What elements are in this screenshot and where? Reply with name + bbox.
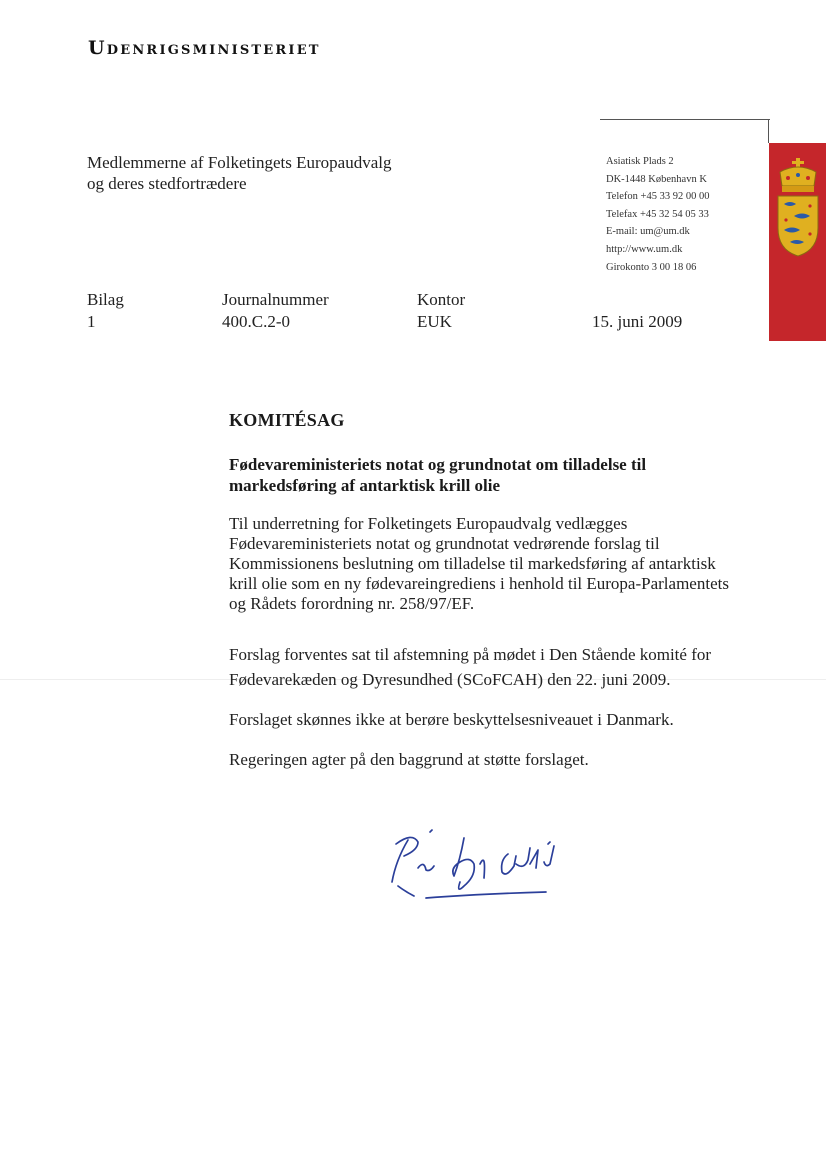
- paragraph-1: [229, 514, 749, 614]
- letter-date: 15. juni 2009: [592, 312, 683, 331]
- paragraph-2: [229, 642, 749, 692]
- address-email: E-mail: um@um.dk: [606, 226, 690, 238]
- journal-label: Journalnummer: [222, 290, 329, 309]
- journal-value: 400.C.2-0: [222, 312, 290, 331]
- paragraph-1-line: Fødevareministeriets notat og grundnotat vedrørende forslag til: [229, 534, 660, 553]
- document-heading: KOMITÉSAG: [229, 410, 345, 430]
- recipient-block: [87, 152, 392, 194]
- address-fax: Telefax +45 32 54 05 33: [606, 208, 709, 220]
- kontor-label: Kontor: [417, 290, 466, 309]
- address-web: http://www.um.dk: [606, 243, 683, 255]
- paragraph-3: Forslaget skønnes ikke at berøre beskyttelsesniveauet i Danmark.: [229, 710, 674, 729]
- ministry-name: Udenrigsministeriet: [88, 37, 321, 59]
- bilag-value: 1: [87, 312, 96, 331]
- subject-line: [229, 454, 689, 496]
- signature: [378, 820, 578, 910]
- address-rule-vertical: [768, 119, 769, 143]
- paragraph-2-line-1: Forslag forventes sat til afstemning på mødet i Den Stående komité for: [229, 645, 712, 664]
- paragraph-1-line: og Rådets forordning nr. 258/97/EF.: [229, 594, 475, 613]
- sender-address: [606, 153, 709, 276]
- paragraph-1-line: Til underretning for Folketingets Europaudvalg vedlægges: [229, 514, 628, 533]
- coat-of-arms-icon: [776, 158, 820, 258]
- paragraph-4: Regeringen agter på den baggrund at støtte forslaget.: [229, 750, 589, 769]
- subject-line-2: markedsføring af antarktisk krill olie: [229, 476, 501, 495]
- address-city: DK-1448 København K: [606, 173, 707, 185]
- address-phone: Telefon +45 33 92 00 00: [606, 191, 710, 203]
- address-rule: [600, 119, 770, 120]
- recipient-line-2: og deres stedfortrædere: [87, 174, 247, 193]
- paragraph-1-line: krill olie som en ny fødevareingrediens i henhold til Europa-Parlamentets: [229, 574, 729, 593]
- kontor-value: EUK: [417, 312, 452, 331]
- address-giro: Girokonto 3 00 18 06: [606, 261, 697, 273]
- paragraph-1-line: Kommissionens beslutning om tilladelse til markedsføring af antarktisk: [229, 554, 716, 573]
- address-street: Asiatisk Plads 2: [606, 156, 674, 167]
- subject-line-1: Fødevareministeriets notat og grundnotat om tilladelse til: [229, 455, 647, 474]
- paragraph-2-line-2: Fødevarekæden og Dyresundhed (SCoFCAH) den 22. juni 2009.: [229, 670, 671, 689]
- recipient-line-1: Medlemmerne af Folketingets Europaudvalg: [87, 153, 392, 172]
- bilag-label: Bilag: [87, 290, 124, 309]
